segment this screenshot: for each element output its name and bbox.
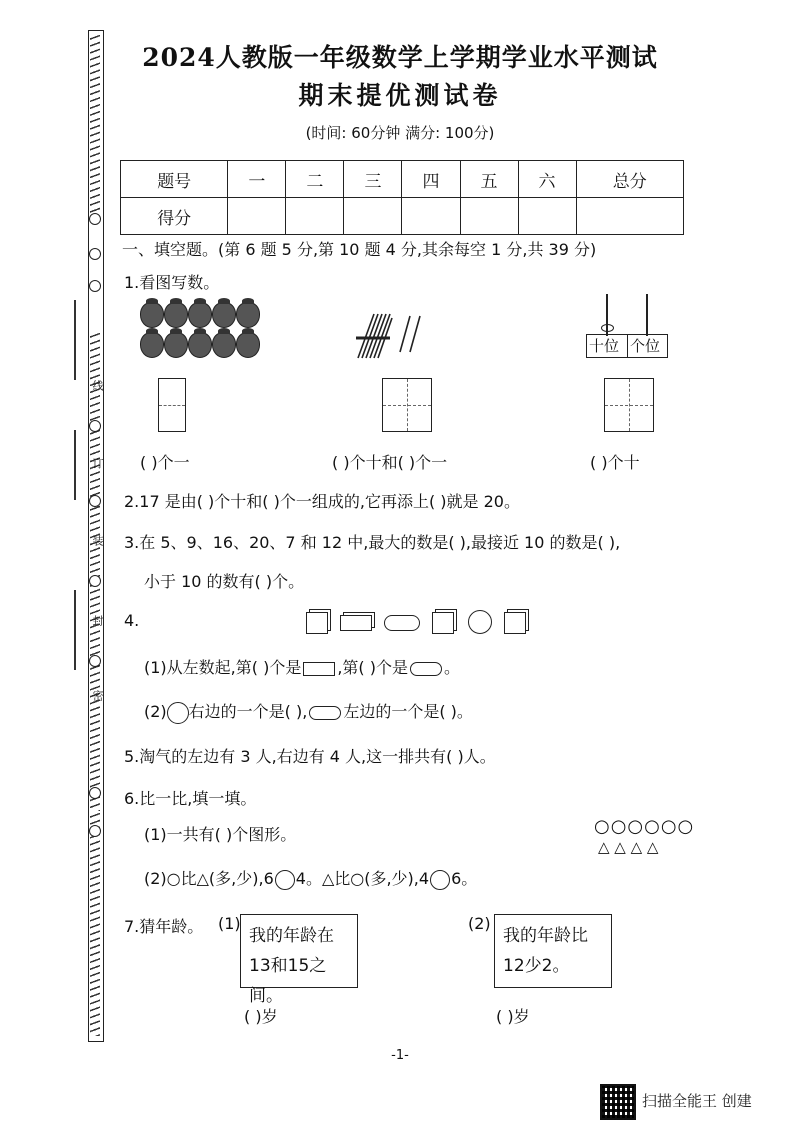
score-row-label: 得分 [121,198,228,235]
table-header-cell: 题号 [121,161,228,198]
q3-text-line1: 3.在 5、9、16、20、7 和 12 中,最大的数是( ),最接近 10 的数是( ), [124,533,621,552]
q1-answer-b: ( )个十和( )个一 [332,453,448,472]
score-cell[interactable] [518,198,576,235]
table-header-cell: 五 [460,161,518,198]
abacus [586,294,668,364]
score-table [120,160,684,235]
qr-code-icon [600,1084,636,1120]
q6-part1: (1)一共有( )个图形。 [144,825,297,844]
answer-box[interactable] [158,378,186,432]
answer-box[interactable] [604,378,654,432]
table-header-cell: 一 [228,161,286,198]
q4-label: 4. [124,611,140,630]
q6-part2-text-b: 4。△比○(多,少),4 [295,869,430,888]
score-table-header-row [121,161,684,198]
score-cell[interactable] [286,198,344,235]
q6-part2 [144,866,477,890]
q4-part1 [144,655,460,678]
name-line [74,300,76,380]
q1-label: 1.看图写数。 [124,273,220,292]
table-header-cell: 二 [286,161,344,198]
q1-answer-a: ( )个一 [140,453,190,472]
scanner-watermark: 扫描全能王 创建 [642,1092,752,1110]
table-header-cell: 四 [402,161,460,198]
school-line [74,590,76,670]
table-header-cell: 三 [344,161,402,198]
q4-part2-text-b: 右边的一个是( ), [188,702,308,721]
sphere-icon [468,610,492,634]
abacus-ones-label: 个位 [630,337,661,355]
score-table-score-row [121,198,684,235]
strip-label-fold: 装 [91,535,104,546]
q5-text: 5.淘气的左边有 3 人,右边有 4 人,这一排共有( )人。 [124,747,496,766]
triangles-row: △ △ △ △ [598,838,659,856]
strip-label-seal: 封 [91,615,104,626]
age-note-2-line1: 我的年龄比 [503,926,588,946]
q6-label: 6.比一比,填一填。 [124,789,257,808]
cylinder-icon [410,662,442,676]
q4-part1-text-b: ,第( )个是 [337,658,408,677]
abacus-tens-label: 十位 [589,337,620,355]
cylinder-icon [384,615,420,631]
q7-label: 7.猜年龄。 [124,917,204,936]
age-note-2 [494,914,612,988]
section-1-heading: 一、填空题。(第 6 题 5 分,第 10 题 4 分,其余每空 1 分,共 39 分) [122,240,597,259]
age-note-1 [240,914,358,1006]
cuboid-icon [340,615,372,631]
class-line [74,430,76,500]
q3-text-line2: 小于 10 的数有( )个。 [144,572,305,591]
score-cell[interactable] [576,198,683,235]
score-cell[interactable] [460,198,518,235]
table-header-cell: 总分 [576,161,683,198]
q6-part2-text-c: 6。 [451,869,478,888]
q4-part2-text-c: 左边的一个是( )。 [343,702,473,721]
cube-icon [504,612,526,634]
age-note-1-line1: 我的年龄在 [249,926,334,946]
page-title: 2024人教版一年级数学上学期学业水平测试 [142,43,658,72]
score-cell[interactable] [228,198,286,235]
q1-answer-c: ( )个十 [590,453,640,472]
q4-part1-text-a: (1)从左数起,第( )个是 [144,658,302,677]
sticks-bundle-picture [352,310,424,362]
compare-circle-input[interactable] [430,870,450,890]
age-note-2-line2: 12少2。 [503,956,570,976]
time-info: (时间: 60分钟 满分: 100分) [305,124,495,142]
page-subtitle: 期末提优测试卷 [298,81,502,110]
q7-part2-number: (2) [468,914,491,933]
cuboid-icon [303,662,335,676]
score-cell[interactable] [402,198,460,235]
cube-icon [432,612,454,634]
binding-holes [89,0,103,1100]
score-cell[interactable] [344,198,402,235]
q2-text: 2.17 是由( )个十和( )个一组成的,它再添上( )就是 20。 [124,492,520,511]
q7-answer-1: ( )岁 [244,1007,278,1026]
age-note-1-line2: 13和15之间。 [249,956,327,1006]
strip-label-line: 线 [91,380,104,391]
q4-part1-text-c: 。 [444,658,461,677]
q4-shape-row [300,608,540,638]
compare-circle-input[interactable] [275,870,295,890]
sphere-icon [167,702,189,724]
q7-answer-2: ( )岁 [496,1007,530,1026]
strip-label-bind: 订 [91,458,104,469]
q4-part2-text-a: (2) [144,702,167,721]
table-header-cell: 六 [518,161,576,198]
page-number: -1- [391,1048,409,1063]
answer-box[interactable] [382,378,432,432]
q6-part2-text-a: (2)○比△(多,少),6 [144,869,274,888]
q7-part1-number: (1) [218,914,241,933]
strip-label-secret: 密 [91,690,104,701]
cylinder-icon [309,706,341,720]
circles-row: ○○○○○○ [594,816,695,837]
q4-part2 [144,699,473,724]
strawberries-picture [138,298,268,360]
cube-icon [306,612,328,634]
